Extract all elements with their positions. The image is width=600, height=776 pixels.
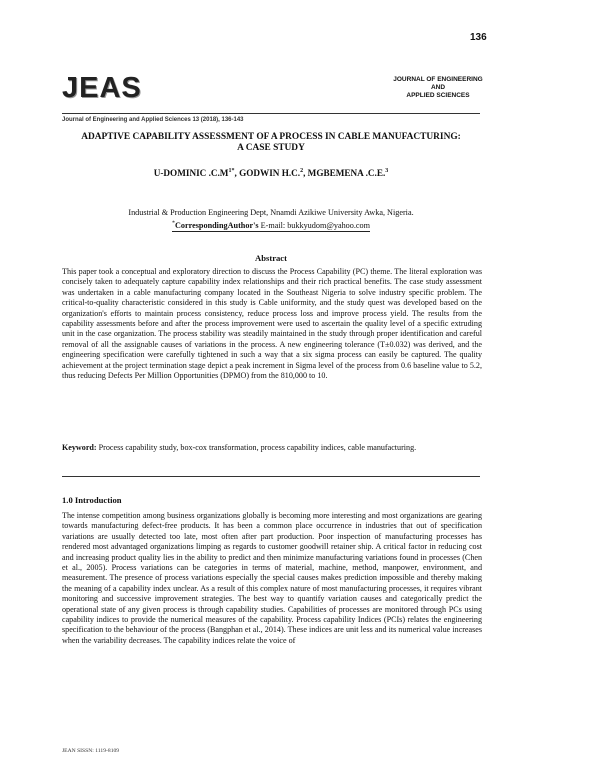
intro-text: The intense competition among business organizations globally is becoming more interesting and most organizations are gearing towards manufacturing defect-free products. It has been a common place occurrence in industries that out of specification variations are usually detected too late, most often after part production. Poor inspection of manufacturing processes has rendered most advantaged organizations limping as regards to customer goodwill retainer ship. A critical factor in reducing cost and increasing product quality lies in the ability to predict and then minimize manufacturing variations found in processes (Chen et al., 2005). Process variations can be categories in terms of material, machine, method, manpower, environment, and measurement. The presence of process variations especially the special causes makes prediction impossible and thereby making the meaning of a capability index unclear. As a result of this complex nature of most manufacturing processes, it requires vibrant monitoring and successive improvement strategies. The best way to quantify variation causes and categorically predict the operational state of any given process is through capability studies. Capabilities of processes are monitored through PCs using capability indices to provide the numerical measures of the capability. Process capability Indices (PCIs) relates the engineering specification to the behaviour of the process (Bangphan et al., 2014). These indices are unit less and its numerical value increases when the variability decreases. The capability indices relate the voice of	[62, 511, 482, 645]
abstract-heading: Abstract	[255, 253, 287, 263]
author-name: , GODWIN H.C.	[234, 168, 301, 179]
title-line: ADAPTIVE CAPABILITY ASSESSMENT OF A PROCESS IN CABLE MANUFACTURING:	[81, 132, 461, 142]
corresponding-author-line	[172, 221, 370, 232]
author-superscript: 2	[300, 168, 304, 174]
corresponding-email: E-mail: bukkyudom@yahoo.com	[258, 220, 371, 230]
journal-logo: JEAS	[62, 72, 142, 104]
author-superscript: 3	[385, 168, 389, 174]
affiliation-block	[62, 207, 480, 231]
journal-name-line: JOURNAL OF ENGINEERING	[393, 76, 483, 83]
title-line: A CASE STUDY	[237, 143, 305, 153]
corresponding-star: *	[171, 220, 175, 226]
abstract-text: This paper took a conceptual and exploratory direction to discuss the Process Capability (PC) theme. The literal exploration was concisely taken to adequately capture capability index relationships and their rich practical benefits. The case study assessment was undertaken in a cable manufacturing company located in the Southeast Nigeria to solve industry specific problem. The critical-to-quality characteristic considered in this study is Cable uniformity, and the study quest was developed based on the organization's efforts to maintain process consistency, reduce process loss and improve process yield. The results from the capability assessments before and after the process improvement were used to ascertain the quality level of a specific extruding unit in the case organization. The process stability was steadily maintained in the study through proper identification and careful removal of all the assignable causes of variations in the process. A new engineering tolerance (T±0.032) was derived, and the engineering specification were carefully tightened in such a way that a six sigma process can easily be captured. The quality achievement at the project termination stage depict a peak increment in Sigma level of the process from 0.6 baseline value to 5.2, thus reducing Defects Per Million Opportunities (DPMO) from the 810,000 to 10.	[62, 267, 482, 381]
paper-title	[62, 132, 480, 154]
page-number: 136	[470, 32, 487, 43]
header-rule	[62, 113, 480, 114]
section-rule	[62, 476, 480, 477]
affiliation: Industrial & Production Engineering Dept, Nnamdi Azikiwe University Awka, Nigeria.	[128, 208, 414, 217]
author-name: , MGBEMENA .C.E.	[303, 168, 386, 179]
corresponding-author	[62, 218, 480, 231]
journal-name	[378, 76, 498, 100]
intro-heading: 1.0 Introduction	[62, 495, 122, 505]
keyword-label: Keyword:	[62, 443, 97, 452]
author-name: U-DOMINIC .C.M	[153, 168, 229, 179]
keywords	[62, 443, 482, 453]
corresponding-label: CorrespondingAuthor's	[174, 220, 259, 230]
author-superscript: 1*	[228, 168, 235, 174]
footer-issn: JEAN SISSN: 1119-8109	[62, 748, 120, 754]
keyword-text: Process capability study, box-cox transformation, process capability indices, cable manufacturing.	[96, 443, 417, 452]
author-list	[62, 168, 480, 178]
journal-name-line: AND	[430, 84, 446, 91]
journal-reference: Journal of Engineering and Applied Sciences 13 (2018), 136-143	[62, 117, 244, 123]
journal-name-line: APPLIED SCIENCES	[406, 92, 470, 99]
